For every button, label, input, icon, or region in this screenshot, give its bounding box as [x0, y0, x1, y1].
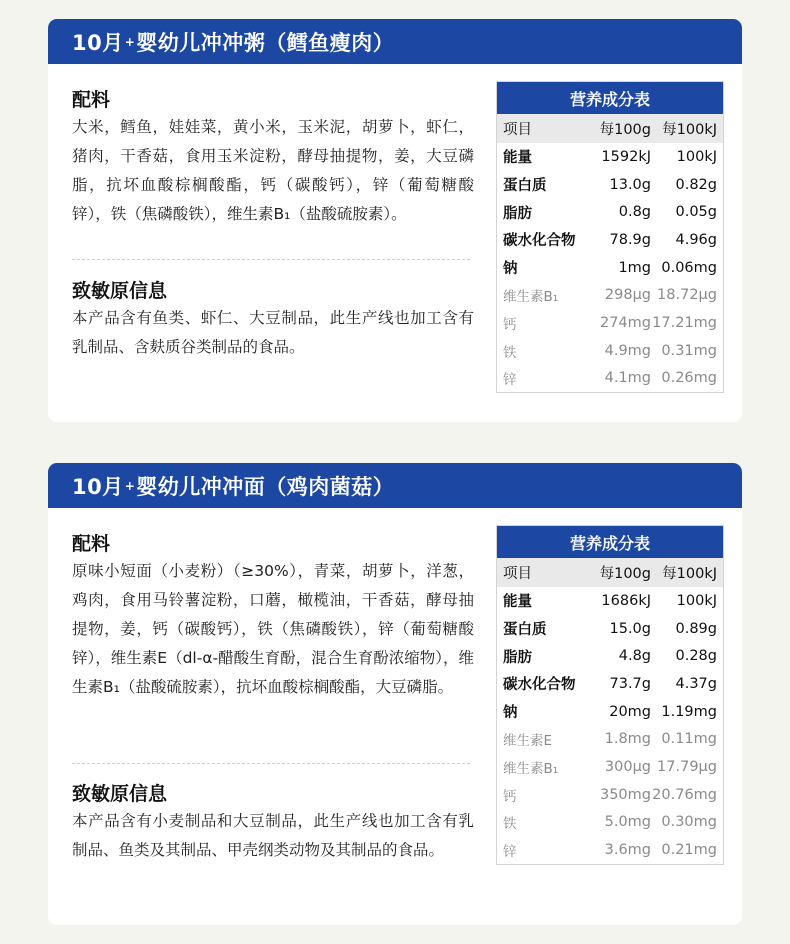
- value-per100kj: 20.76mg: [652, 786, 717, 803]
- product-card-porridge: [48, 19, 742, 422]
- nutrition-row: [497, 781, 723, 809]
- nutrient-name: 能量: [503, 594, 532, 611]
- title-rest: 婴幼儿冲冲粥（鳕鱼瘦肉）: [136, 30, 395, 55]
- value-per100g: 4.8g: [618, 648, 651, 665]
- nutrient-name: 铁: [503, 816, 517, 833]
- value-per100kj: 0.26mg: [661, 370, 717, 387]
- nutrition-row: [497, 587, 723, 615]
- value-per100kj: 0.30mg: [661, 814, 717, 831]
- nutrition-header-row: [497, 558, 723, 587]
- nutrition-row: [497, 337, 723, 365]
- nutrition-row: [497, 698, 723, 726]
- value-per100kj: 0.05g: [675, 204, 717, 221]
- nutrient-name: 脂肪: [503, 649, 532, 666]
- nutrition-row: [497, 809, 723, 837]
- nutrition-row: [497, 365, 723, 393]
- value-per100g: 274mg: [599, 314, 651, 331]
- nutrition-row: [497, 171, 723, 199]
- header-per100g: 每100g: [599, 122, 651, 138]
- nutrient-name: 钠: [503, 705, 518, 722]
- header-item: 项目: [503, 566, 532, 582]
- value-per100g: 13.0g: [609, 176, 651, 193]
- nutrient-name: 钙: [503, 788, 517, 805]
- divider: [72, 763, 470, 764]
- title-prefix: 10月: [72, 474, 124, 499]
- nutrition-title: 营养成分表: [497, 82, 723, 114]
- value-per100kj: 4.37g: [675, 675, 717, 692]
- nutrient-name: 能量: [503, 150, 532, 167]
- value-per100g: 20mg: [609, 703, 651, 720]
- product-title: [48, 463, 742, 508]
- nutrient-name: 脂肪: [503, 205, 532, 222]
- nutrition-rows: [497, 143, 723, 392]
- allergen-section: [72, 781, 474, 865]
- product-title: [48, 19, 742, 64]
- value-per100g: 4.9mg: [604, 342, 651, 359]
- nutrition-row: [497, 281, 723, 309]
- title-sup: +: [124, 478, 136, 493]
- nutrition-row: [497, 226, 723, 254]
- allergen-title: 致敏原信息: [72, 280, 168, 302]
- header-per100kj: 每100kJ: [662, 566, 717, 582]
- value-per100kj: 0.82g: [675, 176, 717, 193]
- ingredients-title: 配料: [72, 89, 111, 111]
- nutrition-row: [497, 143, 723, 171]
- ingredients-section: [72, 87, 474, 229]
- value-per100g: 1mg: [618, 259, 651, 276]
- value-per100kj: 17.79μg: [657, 758, 717, 775]
- allergen-title: 致敏原信息: [72, 783, 168, 805]
- allergen-text: 本产品含有小麦制品和大豆制品，此生产线也加工含有乳制品、鱼类及其制品、甲壳纲类动物及其制品的食品。: [72, 812, 474, 859]
- value-per100g: 78.9g: [609, 231, 651, 248]
- nutrient-name: 锌: [503, 372, 517, 389]
- value-per100kj: 1.19mg: [661, 703, 717, 720]
- nutrition-title: 营养成分表: [497, 526, 723, 558]
- header-per100kj: 每100kJ: [662, 122, 717, 138]
- ingredients-section: [72, 531, 474, 702]
- nutrition-row: [497, 198, 723, 226]
- allergen-text: 本产品含有鱼类、虾仁、大豆制品，此生产线也加工含有乳制品、含麸质谷类制品的食品。: [72, 309, 474, 356]
- value-per100kj: 0.28g: [675, 648, 717, 665]
- allergen-section: [72, 278, 474, 362]
- value-per100kj: 0.31mg: [661, 342, 717, 359]
- nutrient-name: 维生素B₁: [503, 289, 559, 306]
- nutrition-table: [496, 525, 724, 865]
- value-per100g: 0.8g: [618, 204, 651, 221]
- nutrient-name: 蛋白质: [503, 178, 547, 195]
- nutrient-name: 碳水化合物: [503, 677, 576, 694]
- nutrient-name: 维生素E: [503, 733, 553, 750]
- value-per100g: 298μg: [604, 287, 651, 304]
- nutrient-name: 钠: [503, 261, 518, 278]
- title-rest: 婴幼儿冲冲面（鸡肉菌菇）: [136, 474, 395, 499]
- ingredients-title: 配料: [72, 533, 111, 555]
- ingredients-text: 大米，鳕鱼，娃娃菜，黄小米，玉米泥，胡萝卜，虾仁，猪肉，干香菇，食用玉米淀粉，酵母抽提物，姜，大豆磷脂，抗坏血酸棕榈酸酯，钙（碳酸钙），锌（葡萄糖酸锌），铁（焦磷酸铁），维生素B₁（盐酸硫胺素）。: [72, 118, 474, 223]
- value-per100kj: 0.21mg: [661, 842, 717, 859]
- value-per100g: 3.6mg: [604, 842, 651, 859]
- product-card-noodle: [48, 463, 742, 925]
- value-per100g: 1.8mg: [604, 731, 651, 748]
- value-per100kj: 0.06mg: [661, 259, 717, 276]
- nutrition-header-row: [497, 114, 723, 143]
- value-per100g: 1592kJ: [601, 148, 651, 165]
- nutrition-row: [497, 670, 723, 698]
- value-per100g: 300μg: [604, 758, 651, 775]
- nutrient-name: 碳水化合物: [503, 233, 576, 250]
- nutrient-name: 铁: [503, 344, 517, 361]
- value-per100kj: 4.96g: [675, 231, 717, 248]
- value-per100g: 350mg: [599, 786, 651, 803]
- divider: [72, 259, 470, 260]
- nutrition-row: [497, 753, 723, 781]
- value-per100g: 73.7g: [609, 675, 651, 692]
- value-per100g: 4.1mg: [604, 370, 651, 387]
- nutrition-row: [497, 836, 723, 864]
- nutrition-row: [497, 309, 723, 337]
- nutrient-name: 锌: [503, 844, 517, 861]
- nutrition-row: [497, 725, 723, 753]
- header-per100g: 每100g: [599, 566, 651, 582]
- ingredients-text: 原味小短面（小麦粉）（≥30%），青菜，胡萝卜，洋葱，鸡肉，食用马铃薯淀粉，口蘑，橄榄油，干香菇，酵母抽提物，姜，钙（碳酸钙），铁（焦磷酸铁），锌（葡萄糖酸锌），维生素E（dl-α-醋酸生育酚，混合生育酚浓缩物），维生素B₁（盐酸硫胺素），抗坏血酸棕榈酸酯，大豆磷脂。: [72, 562, 474, 696]
- title-sup: +: [124, 34, 136, 49]
- nutrition-row: [497, 642, 723, 670]
- nutrient-name: 维生素B₁: [503, 760, 559, 777]
- nutrient-name: 蛋白质: [503, 622, 547, 639]
- nutrition-row: [497, 254, 723, 282]
- value-per100kj: 0.11mg: [661, 731, 717, 748]
- value-per100kj: 0.89g: [675, 620, 717, 637]
- nutrition-row: [497, 615, 723, 643]
- value-per100kj: 18.72μg: [657, 287, 717, 304]
- nutrient-name: 钙: [503, 316, 517, 333]
- title-prefix: 10月: [72, 30, 124, 55]
- value-per100g: 1686kJ: [601, 592, 651, 609]
- nutrition-rows: [497, 587, 723, 864]
- value-per100kj: 100kJ: [676, 148, 717, 165]
- value-per100kj: 17.21mg: [652, 314, 717, 331]
- nutrition-table: [496, 81, 724, 393]
- value-per100g: 5.0mg: [604, 814, 651, 831]
- value-per100kj: 100kJ: [676, 592, 717, 609]
- header-item: 项目: [503, 122, 532, 138]
- value-per100g: 15.0g: [609, 620, 651, 637]
